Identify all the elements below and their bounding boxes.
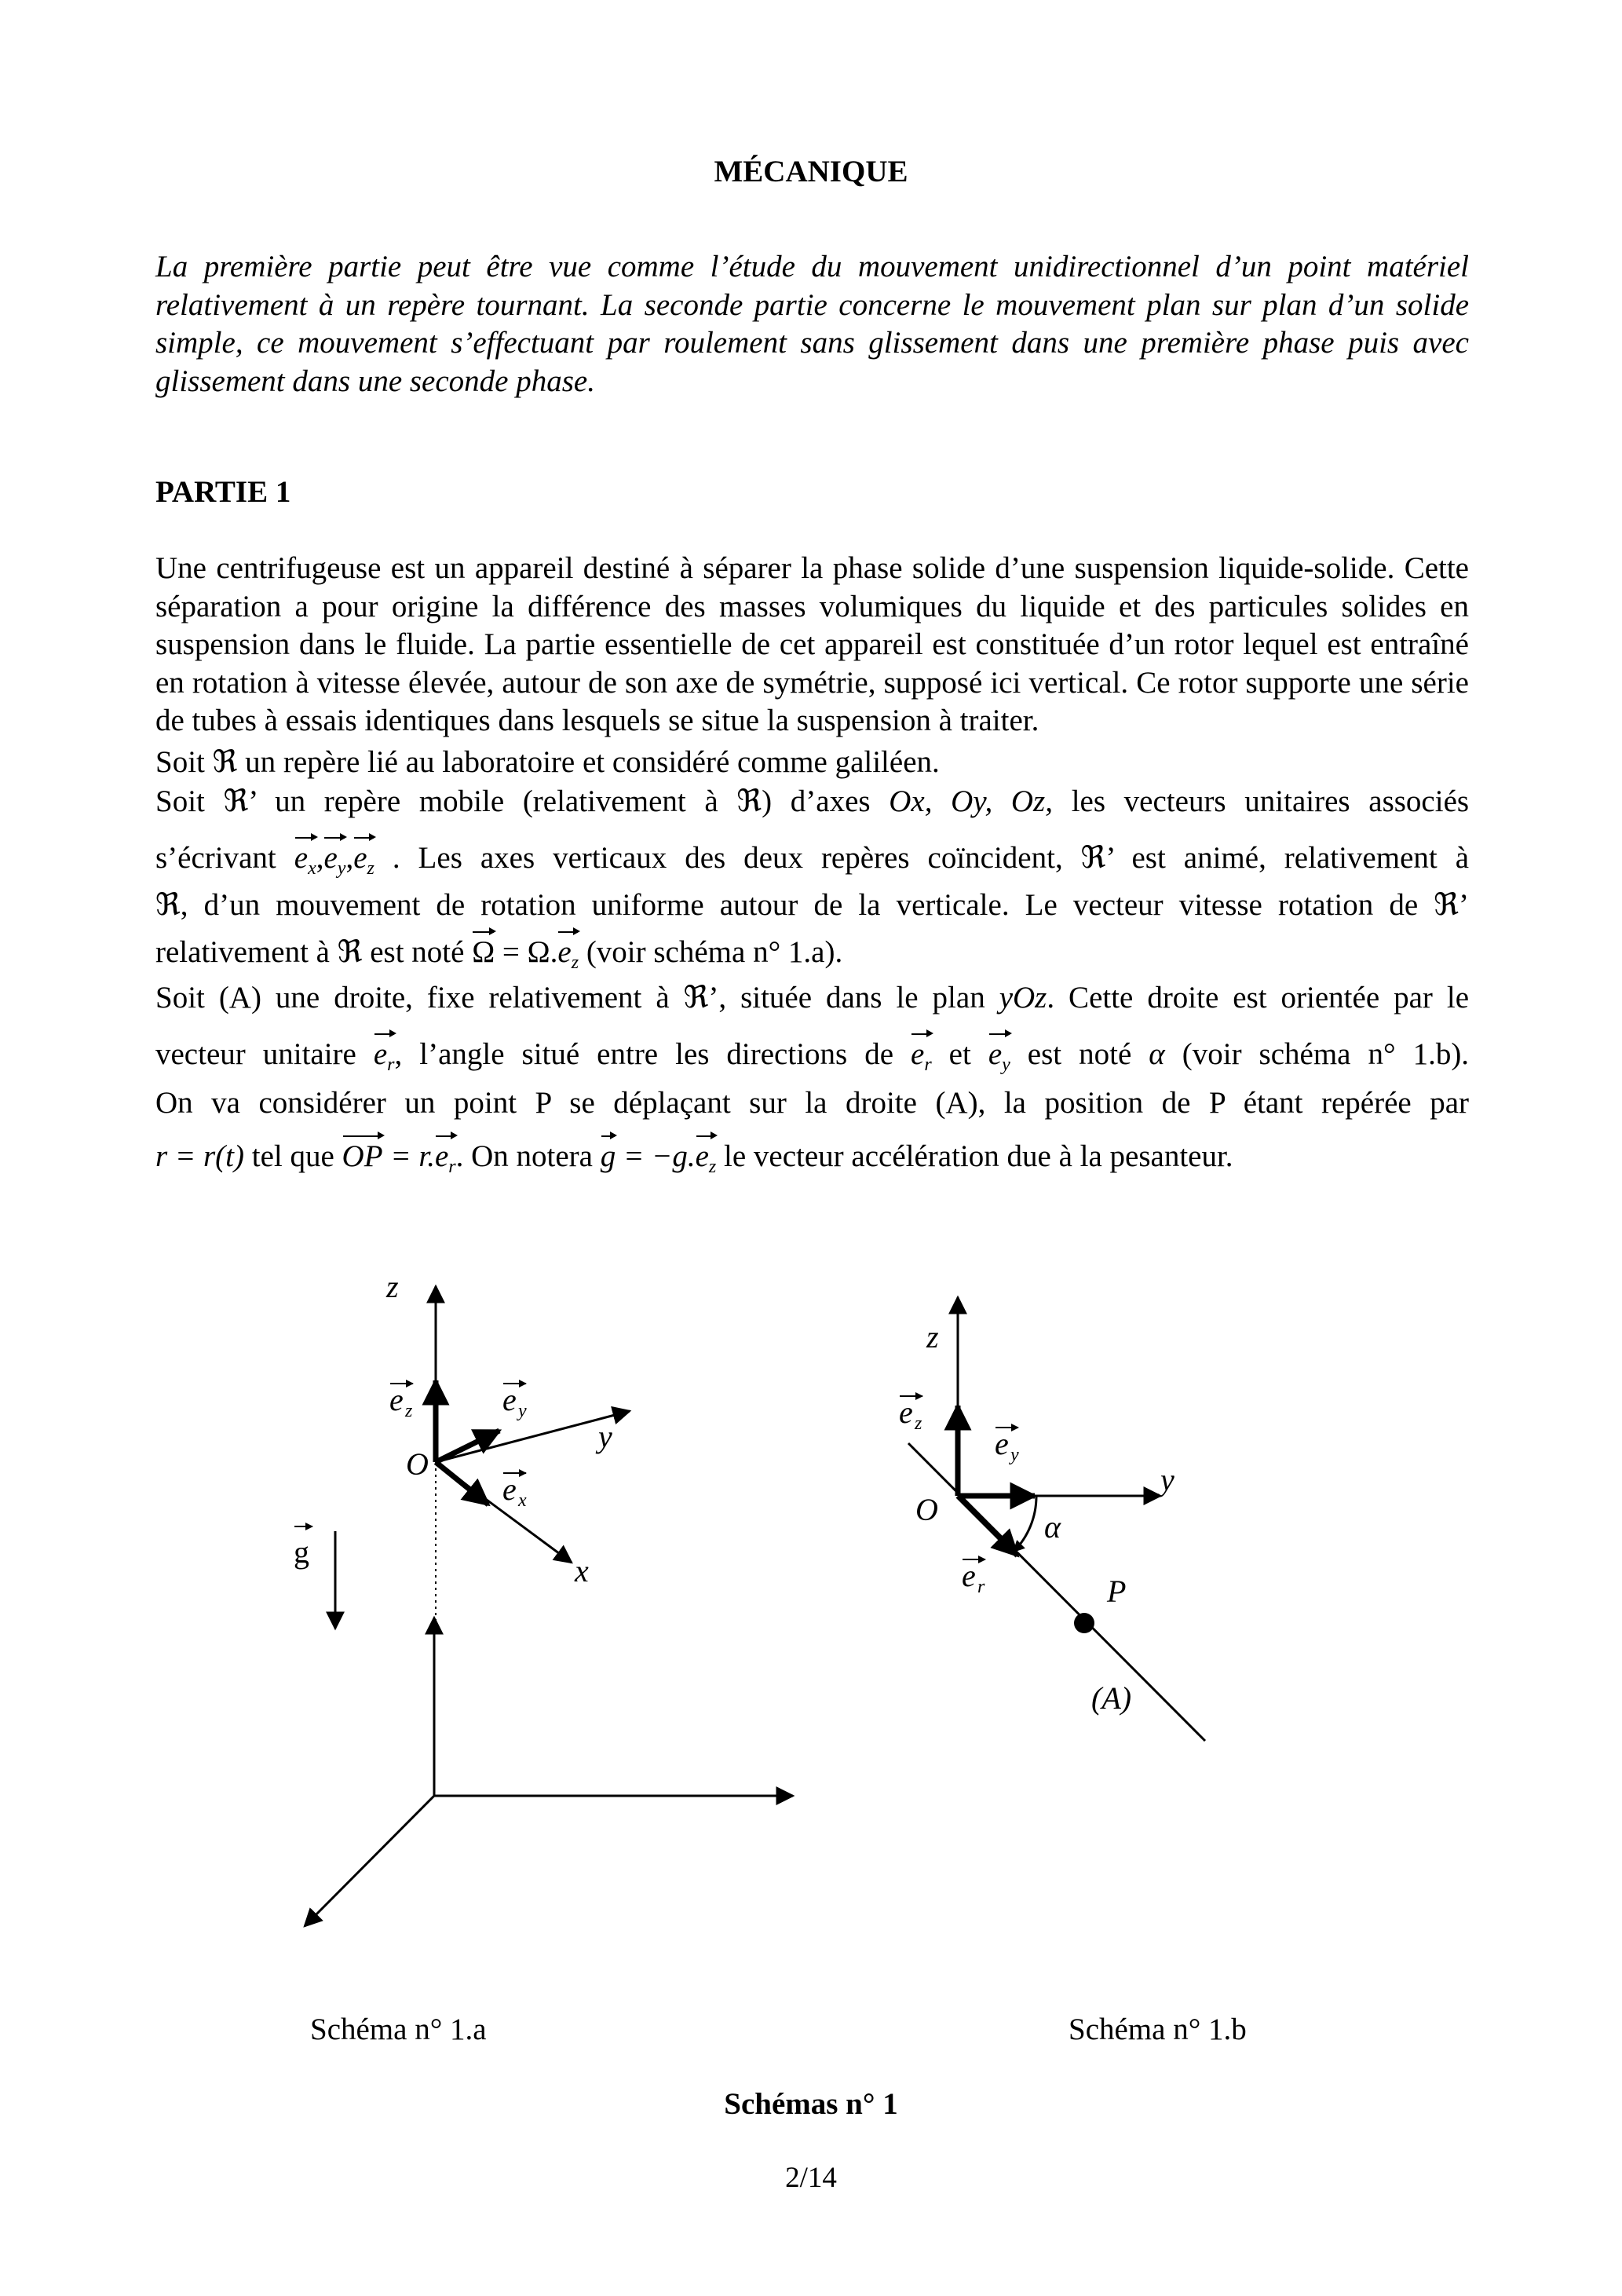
label-z: z (386, 1269, 399, 1304)
vectors-ex-ey-ez: $e_x,e_y,e_z$ (294, 841, 393, 875)
alpha-arc (1014, 1496, 1036, 1552)
svg-text:e: e (502, 1472, 517, 1507)
page-number: 2/14 (785, 2162, 837, 2194)
vec-ey-2: e (988, 1037, 1003, 1071)
ey-vector (436, 1431, 499, 1462)
svg-text:y: y (518, 1401, 527, 1421)
text-voir-a: (voir schéma n° 1.a). (586, 935, 843, 969)
svg-text:e: e (502, 1382, 517, 1417)
caption-schema-1b: Schéma n° 1.b (1069, 2013, 1247, 2046)
text-ecrivant: s’écrivant (155, 841, 276, 875)
label-ex (502, 1472, 527, 1511)
lab-x-axis (305, 1796, 434, 1926)
vec-ez-2: e (557, 935, 572, 969)
vec-ey: e (323, 841, 338, 875)
text-axes-vert: . Les axes verticaux des deux repères coïncident, ℜ’ est animé, relativement à (392, 841, 1470, 875)
b-label-er (962, 1558, 985, 1597)
label-alpha: α (1044, 1509, 1061, 1545)
svg-text:e: e (899, 1395, 913, 1430)
b-er-vector (958, 1496, 1017, 1556)
text-pesanteur: le vecteur accélération due à la pesanteur. (724, 1139, 1233, 1173)
text-axes: Ox, Oy, Oz, (889, 784, 1053, 818)
intro-paragraph: La première partie peut être vue comme l’étude du mouvement unidirectionnel d’un point matériel relativement à un repère tournant. La seconde partie concerne le mouvement plan sur plan d’un solide simple, ce mouvement s’effectuant par roulement sans glissement dans une première phase puis avec glissement dans une seconde phase. (155, 250, 1469, 398)
b-label-origin: O (915, 1492, 938, 1527)
label-A: (A) (1091, 1680, 1132, 1716)
part1-paragraph: Une centrifugeuse est un appareil destiné à séparer la phase solide d’une suspension liquide-solide. Cette séparation a pour origine la différence des masses volumiques du liquide et des particules solides en suspension dans le fluide. La partie essentielle de cet appareil est constituée d’un rotor lequel est entraîné en rotation à vitesse élevée, autour de son axe de symétrie, supposé ici vertical. Ce rotor supporte une série de tubes à essais identiques dans lesquels se situe la suspension à traiter. (155, 551, 1469, 737)
text-unit: les vecteurs unitaires associés (1071, 784, 1470, 818)
b-label-ey (995, 1426, 1019, 1465)
line-rotation: ℜ, d’un mouvement de rotation uniforme autour de la verticale. Le vecteur vitesse rotation de ℜ’ (155, 888, 1469, 922)
text-vect-unit: vecteur unitaire (155, 1037, 356, 1071)
text-note: est noté (1027, 1037, 1132, 1071)
text-voir-b: (voir schéma n° 1.b). (1182, 1037, 1470, 1071)
svg-text:z: z (915, 1413, 922, 1434)
text-droite2: . Cette droite est orientée par le (1047, 981, 1470, 1015)
svg-text:e: e (962, 1558, 976, 1593)
text-soit: Soit (155, 784, 205, 818)
b-label-y: y (1160, 1462, 1174, 1497)
label-origin: O (406, 1446, 429, 1482)
vec-g: g (601, 1135, 616, 1174)
label-ey (502, 1382, 527, 1421)
text-notera: . On notera (455, 1139, 593, 1173)
text-angle: , l’angle situé entre les directions de (394, 1037, 894, 1071)
line-omega: relativement à ℜ est noté $\Omega = \Omega.e_z$ (voir schéma n° 1.a). (155, 931, 1469, 974)
text-plan: yOz (999, 981, 1047, 1015)
svg-text:r: r (977, 1577, 985, 1597)
svg-text:g: g (294, 1534, 309, 1570)
text-alpha: α (1149, 1037, 1165, 1071)
part-heading: PARTIE 1 (155, 475, 291, 509)
label-g (294, 1526, 312, 1570)
line-point-p: On va considérer un point P se déplaçant sur la droite (A), la position de P étant repérée par (155, 1086, 1469, 1120)
section-title: MÉCANIQUE (714, 155, 908, 188)
label-x: x (575, 1553, 589, 1589)
vec-ez: e (353, 841, 367, 875)
schema-1b (899, 1297, 1205, 1741)
label-y: y (598, 1419, 612, 1454)
vec-ez-3: e (695, 1139, 709, 1173)
text-eqg: = −g. (623, 1139, 696, 1173)
line-vector-er: vecteur unitaire $e_r$, l’angle situé entre les directions de $e_r$ et $e_y$ est noté α (voir schéma n° 1.b). (155, 1033, 1469, 1076)
text-omega-eq: = Ω. (502, 935, 558, 969)
text-eq: = r. (390, 1139, 435, 1173)
vec-omega: Ω (472, 931, 495, 970)
text-droite1: Soit (A) une droite, fixe relativement à ℜ’, située dans le plan (155, 981, 985, 1015)
schema-1a (294, 1269, 793, 1926)
svg-text:e: e (995, 1426, 1009, 1461)
label-ez (389, 1382, 413, 1421)
line-referential: Soit ℜ un repère lié au laboratoire et considéré comme galiléen. (155, 745, 940, 779)
svg-text:y: y (1010, 1445, 1019, 1465)
b-label-z: z (926, 1319, 939, 1355)
text-r-of-t: r = r(t) (155, 1139, 244, 1173)
label-P: P (1107, 1574, 1127, 1609)
b-label-ez (899, 1395, 922, 1434)
vec-er-3: e (434, 1139, 449, 1173)
vec-ex: e (294, 841, 309, 875)
svg-text:z: z (405, 1401, 413, 1421)
svg-text:x: x (518, 1490, 527, 1511)
text-et: et (948, 1037, 971, 1071)
caption-schema-1a: Schéma n° 1.a (310, 2013, 487, 2046)
vec-er: e (373, 1037, 388, 1071)
text-telque: tel que (251, 1139, 334, 1173)
point-P (1074, 1613, 1094, 1633)
figures-caption: Schémas n° 1 (724, 2087, 898, 2121)
vec-op: OP (342, 1135, 383, 1174)
text-mobile: ℜ’ un repère mobile (relativement à ℜ) d’axes (223, 784, 871, 818)
ex-vector (436, 1462, 488, 1504)
vec-er-2: e (911, 1037, 925, 1071)
svg-text:e: e (389, 1382, 404, 1417)
line-op: r = r(t) tel que OP = $r.e_r$. On notera $g = -g.e_z$ le vecteur accélération due à la pesanteur. (155, 1135, 1469, 1178)
text-rel-note: relativement à ℜ est noté (155, 935, 465, 969)
